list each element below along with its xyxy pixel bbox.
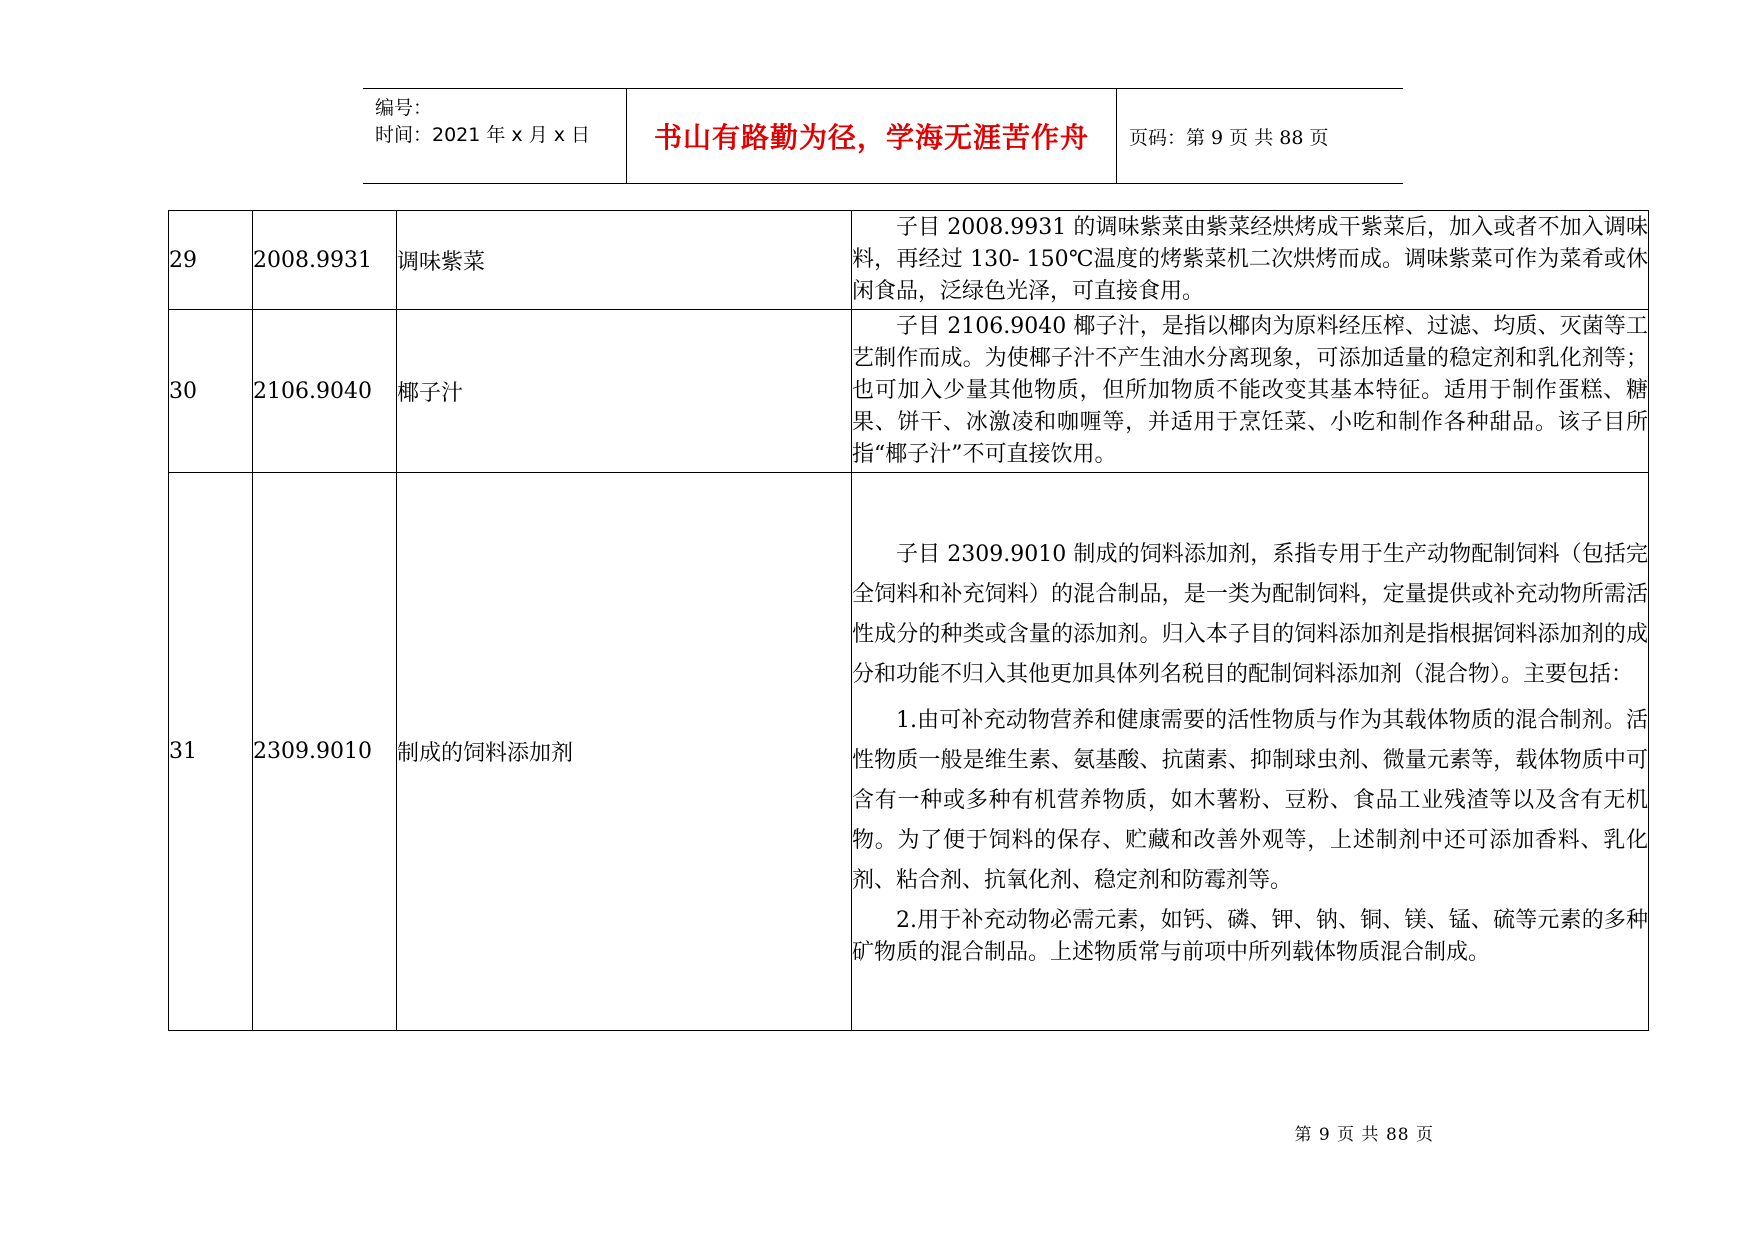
table-row [169, 310, 1649, 473]
product-name: 调味紫菜 [397, 211, 852, 310]
tariff-code: 2008.9931 [253, 211, 397, 310]
tariff-code: 2309.9010 [253, 473, 397, 1031]
description-paragraph: 2.用于补充动物必需元素，如钙、磷、钾、钠、铜、镁、锰、硫等元素的多种矿物质的混合制品。上述物质常与前项中所列载体物质混合制成。 [852, 907, 1648, 965]
page-header [363, 88, 1403, 184]
product-name: 椰子汁 [397, 310, 852, 473]
description-paragraph: 子目 2008.9931 的调味紫菜由紫菜经烘烤成干紫菜后，加入或者不加入调味料，再经过 130- 150℃温度的烤紫菜机二次烘烤而成。调味紫菜可作为菜肴或休闲食品，泛绿色光泽，可直接食用。 [852, 215, 1648, 304]
row-number: 30 [169, 310, 253, 473]
document-date-label: 时间：2021 年 x 月 x 日 [375, 124, 591, 146]
table-row [169, 473, 1649, 1031]
row-number: 31 [169, 473, 253, 1031]
table-row [169, 211, 1649, 310]
tariff-notes-table [168, 210, 1649, 1031]
description-paragraph: 子目 2106.9040 椰子汁，是指以椰肉为原料经压榨、过滤、均质、灭菌等工艺制作而成。为使椰子汁不产生油水分离现象，可添加适量的稳定剂和乳化剂等；也可加入少量其他物质，但所加物质不能改变其基本特征。适用于制作蛋糕、糖果、饼干、冰激凌和咖喱等，并适用于烹饪菜、小吃和制作各种甜品。该子目所指“椰子汁”不可直接饮用。 [852, 314, 1648, 467]
row-number: 29 [169, 211, 253, 310]
page-footer: 第 9 页 共 88 页 [1294, 1125, 1434, 1145]
document-number-label: 编号： [375, 97, 433, 119]
header-page-number: 页码：第 9 页 共 88 页 [1129, 126, 1329, 149]
header-meta [363, 89, 627, 183]
description-paragraph: 子目 2309.9010 制成的饲料添加剂，系指专用于生产动物配制饲料（包括完全饲料和补充饲料）的混合制品，是一类为配制饲料，定量提供或补充动物所需活性成分的种类或含量的添加剂。归入本子目的饲料添加剂是指根据饲料添加剂的成分和功能不归入其他更加具体列名税目的配制饲料添加剂（混合物）。主要包括： [852, 541, 1648, 687]
product-description [852, 473, 1649, 1031]
product-name: 制成的饲料添加剂 [397, 473, 852, 1031]
product-description [852, 211, 1649, 310]
description-paragraph: 1.由可补充动物营养和健康需要的活性物质与作为其载体物质的混合制剂。活性物质一般是维生素、氨基酸、抗菌素、抑制球虫剂、微量元素等，载体物质中可含有一种或多种有机营养物质，如木薯粉、豆粉、食品工业残渣等以及含有无机物。为了便于饲料的保存、贮藏和改善外观等，上述制剂中还可添加香料、乳化剂、粘合剂、抗氧化剂、稳定剂和防霉剂等。 [852, 707, 1648, 893]
header-motto: 书山有路勤为径，学海无涯苦作舟 [627, 89, 1117, 183]
tariff-code: 2106.9040 [253, 310, 397, 473]
product-description [852, 310, 1649, 473]
